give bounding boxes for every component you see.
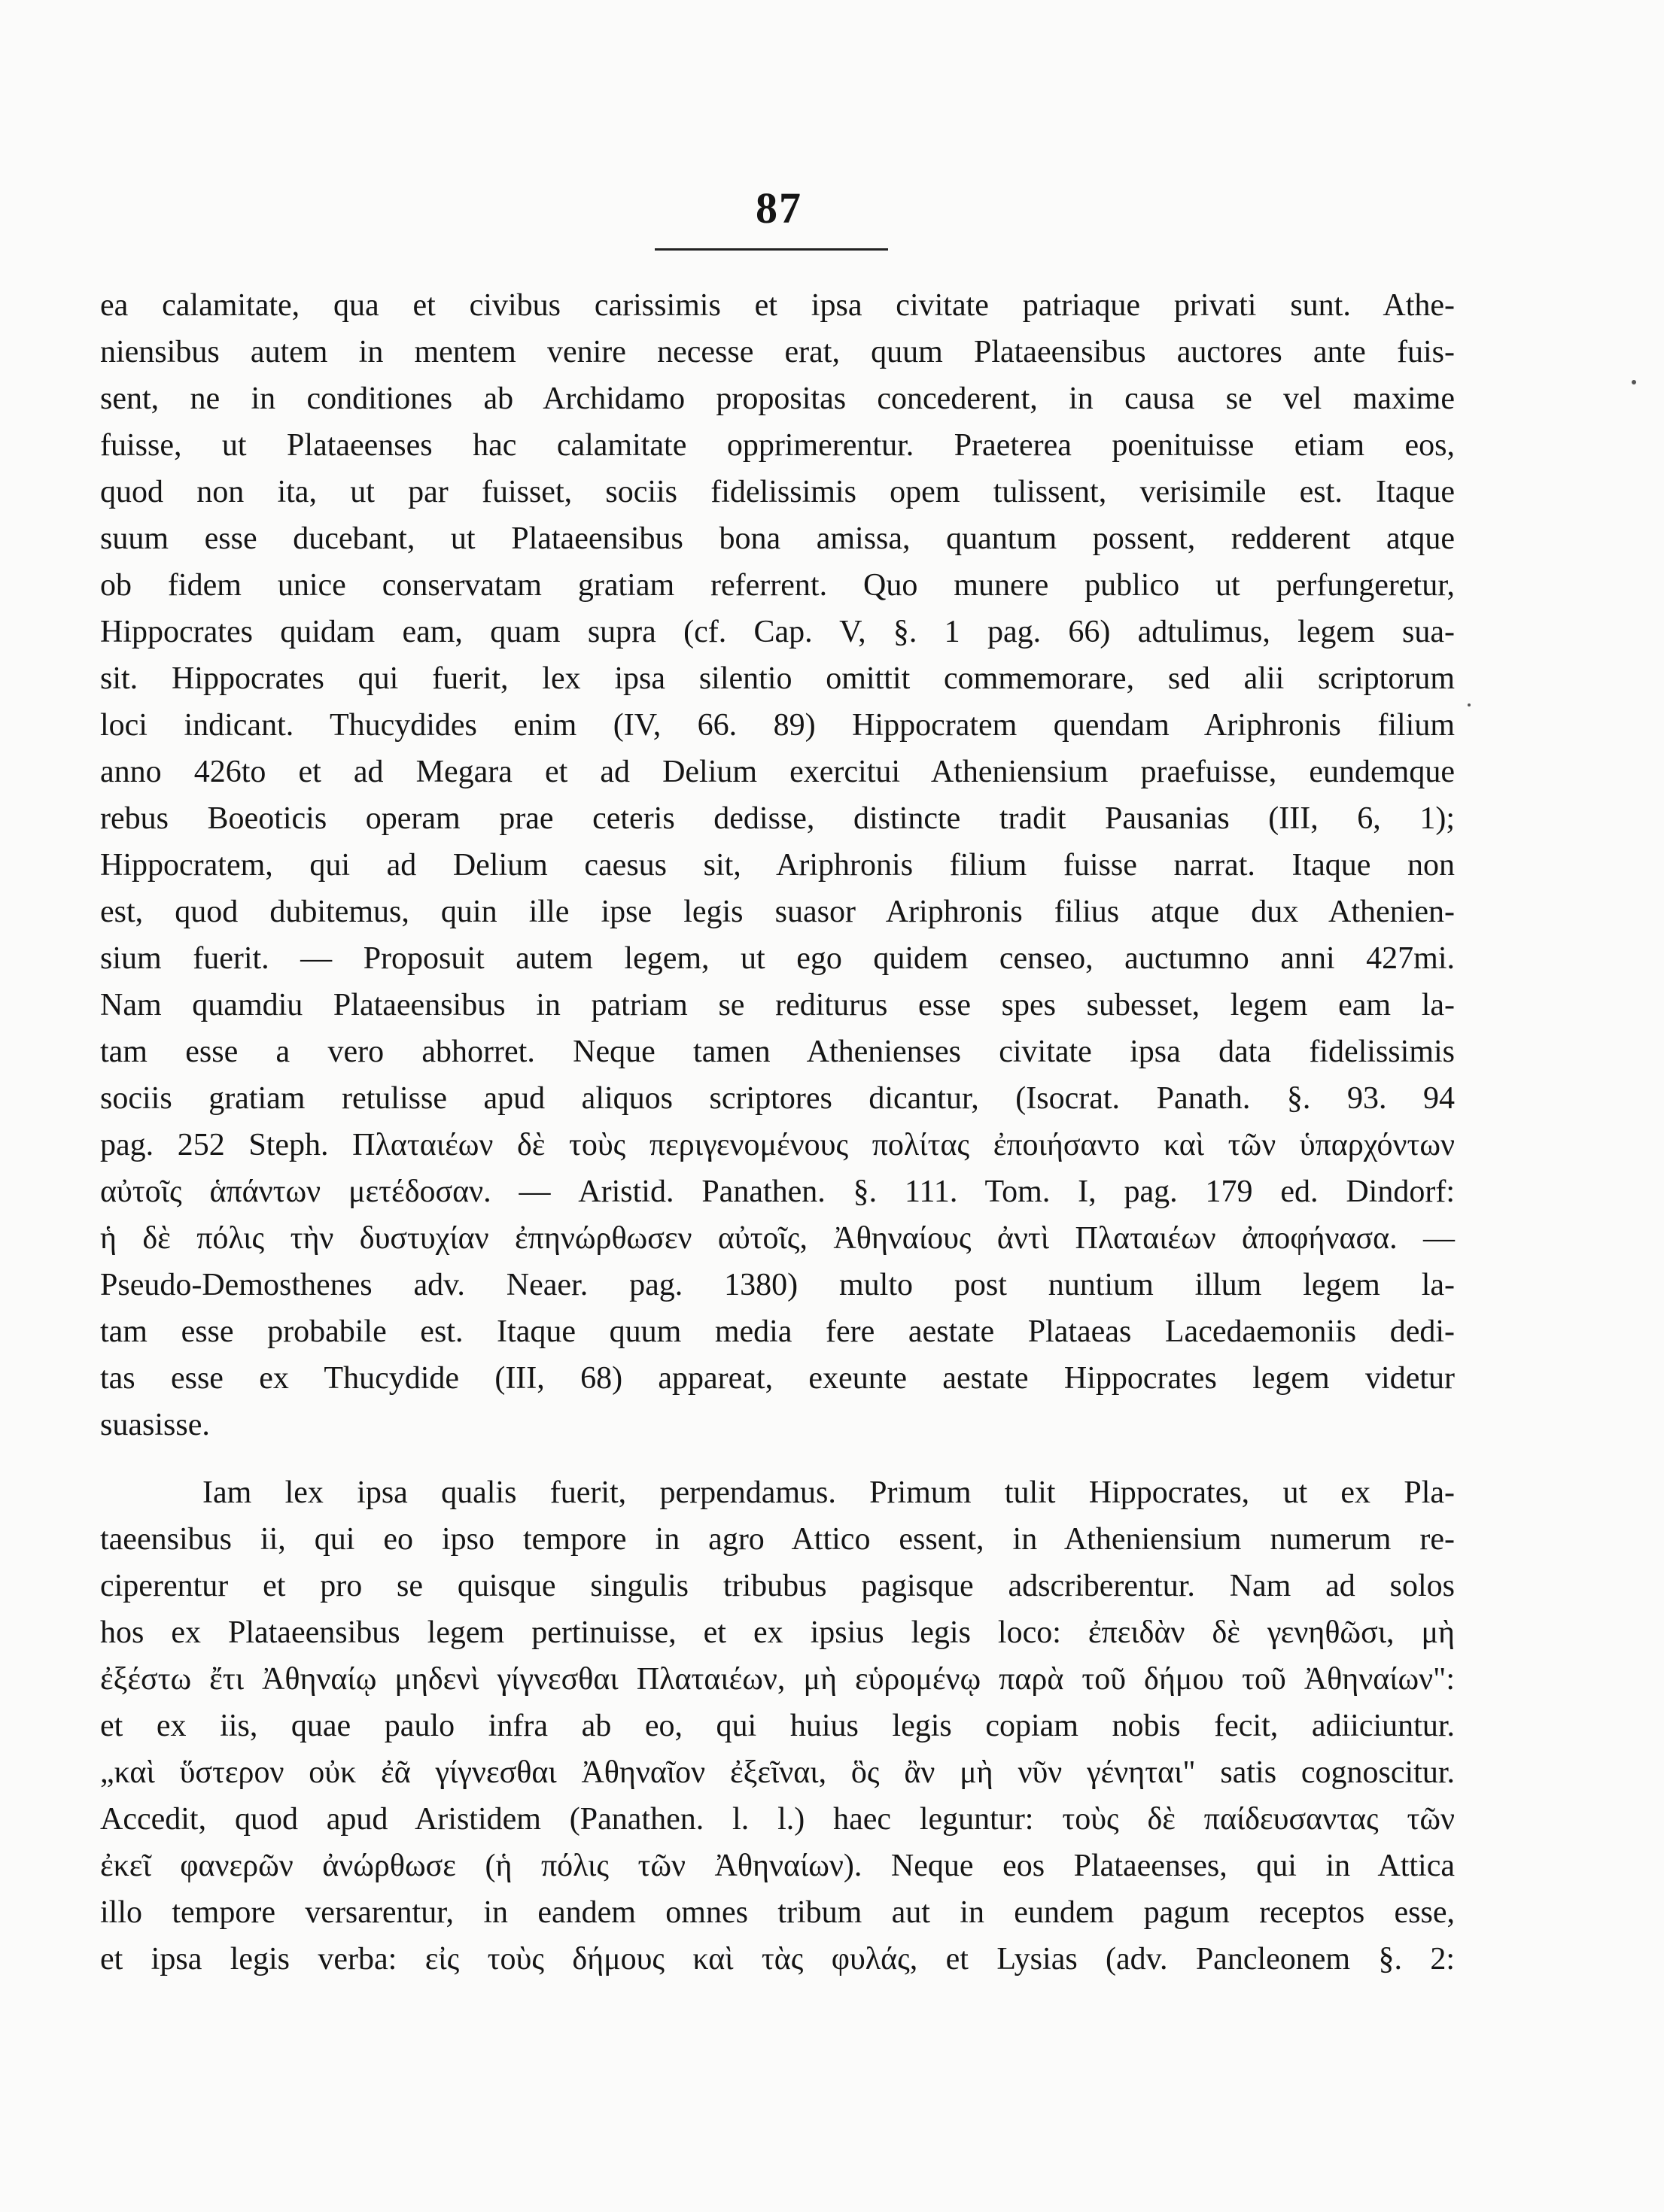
text-line: ea calamitate, qua et civibus carissimis et ipsa civitate patriaque privati sunt. Athe- <box>100 288 1455 323</box>
text-block <box>100 282 1455 1983</box>
paragraph-gap <box>100 1448 1455 1469</box>
paper-speck <box>1632 380 1636 384</box>
text-line: pag. 252 Steph. Πλαταιέων δὲ τοὺς περιγενομένους πολίτας ἐποιήσαντο καὶ τῶν ὑπαρχόντων <box>100 1128 1455 1162</box>
text-line: „καὶ ὕστερον οὐκ ἐᾶ γίγνεσθαι Ἀθηναῖον ἐξεῖναι, ὃς ἂν μὴ νῦν γένηται" satis cognoscitur. <box>100 1755 1455 1790</box>
text-line: illo tempore versarentur, in eandem omnes tribum aut in eundem pagum receptos esse, <box>100 1895 1455 1930</box>
text-line: et ex iis, quae paulo infra ab eo, qui huius legis copiam nobis fecit, adiiciuntur. <box>100 1709 1455 1743</box>
text-line: ἐκεῖ φανερῶν ἀνώρθωσε (ἡ πόλις τῶν Ἀθηναίων). Neque eos Plataeenses, qui in Attica <box>100 1849 1455 1883</box>
paragraph-1 <box>100 282 1455 1448</box>
text-line: ἐξέστω ἔτι Ἀθηναίῳ μηδενὶ γίγνεσθαι Πλαταιέων, μὴ εὑρομένῳ παρὰ τοῦ δήμου τοῦ Ἀθηναίων": <box>100 1662 1455 1697</box>
text-line: taeensibus ii, qui eo ipso tempore in agro Attico essent, in Atheniensium numerum re- <box>100 1522 1455 1557</box>
text-line: tam esse a vero abhorret. Neque tamen Athenienses civitate ipsa data fidelissimis <box>100 1035 1455 1069</box>
text-line: sit. Hippocrates qui fuerit, lex ipsa silentio omittit commemorare, sed alii scriptorum <box>100 661 1455 696</box>
text-line: ciperentur et pro se quisque singulis tribubus pagisque adscriberentur. Nam ad solos <box>100 1569 1455 1603</box>
text-line: est, quod dubitemus, quin ille ipse legis suasor Ariphronis filius atque dux Athenien- <box>100 895 1455 929</box>
page-number: 87 <box>756 184 802 232</box>
paper-speck <box>1468 703 1471 706</box>
text-line: ob fidem unice conservatam gratiam referrent. Quo munere publico ut perfungeretur, <box>100 568 1455 603</box>
text-line: quod non ita, ut par fuisset, sociis fidelissimis opem tulissent, verisimile est. Itaque <box>100 475 1455 509</box>
text-line: Iam lex ipsa qualis fuerit, perpendamus. Primum tulit Hippocrates, ut ex Pla- <box>202 1475 1455 1510</box>
text-line: niensibus autem in mentem venire necesse erat, quum Plataeensibus auctores ante fuis- <box>100 335 1455 369</box>
text-line: Hippocratem, qui ad Delium caesus sit, Ariphronis filium fuisse narrat. Itaque non <box>100 848 1455 883</box>
text-line: sium fuerit. — Proposuit autem legem, ut ego quidem censeo, auctumno anni 427mi. <box>100 941 1455 976</box>
text-line: hos ex Plataeensibus legem pertinuisse, et ex ipsius legis loco: ἐπειδὰν δὲ γενηθῶσι, μὴ <box>100 1615 1455 1650</box>
text-line: ἡ δὲ πόλις τὴν δυστυχίαν ἐπηνώρθωσεν αὐτοῖς, Ἀθηναίους ἀντὶ Πλαταιέων ἀποφήνασα. — <box>100 1221 1455 1256</box>
text-line: loci indicant. Thucydides enim (IV, 66. 89) Hippocratem quendam Ariphronis filium <box>100 708 1455 743</box>
text-line: rebus Boeoticis operam prae ceteris dedisse, distincte tradit Pausanias (III, 6, 1); <box>100 801 1455 836</box>
text-line: tam esse probabile est. Itaque quum media fere aestate Plataeas Lacedaemoniis dedi- <box>100 1314 1455 1349</box>
paragraph-2 <box>100 1469 1455 1983</box>
page-number-rule <box>655 248 888 251</box>
text-line: et ipsa legis verba: εἰς τοὺς δήμους καὶ τὰς φυλάς, et Lysias (adv. Pancleonem §. 2: <box>100 1942 1455 1977</box>
text-line: Hippocrates quidam eam, quam supra (cf. Cap. V, §. 1 pag. 66) adtulimus, legem sua- <box>100 615 1455 649</box>
text-line: fuisse, ut Plataeenses hac calamitate opprimerentur. Praeterea poenituisse etiam eos, <box>100 428 1455 463</box>
text-line: Nam quamdiu Plataeensibus in patriam se rediturus esse spes subesset, legem eam la- <box>100 988 1455 1022</box>
text-line: Accedit, quod apud Aristidem (Panathen. l. l.) haec leguntur: τοὺς δὲ παίδευσαντας τῶν <box>100 1802 1455 1837</box>
text-line: anno 426to et ad Megara et ad Delium exercitui Atheniensium praefuisse, eundemque <box>100 755 1455 789</box>
text-line: αὐτοῖς ἁπάντων μετέδοσαν. — Aristid. Panathen. §. 111. Tom. I, pag. 179 ed. Dindorf: <box>100 1174 1455 1209</box>
text-line: suasisse. <box>100 1408 210 1442</box>
text-line: Pseudo-Demosthenes adv. Neaer. pag. 1380) multo post nuntium illum legem la- <box>100 1268 1455 1302</box>
text-line: sociis gratiam retulisse apud aliquos scriptores dicantur, (Isocrat. Panath. §. 93. 94 <box>100 1081 1455 1116</box>
text-line: tas esse ex Thucydide (III, 68) appareat, exeunte aestate Hippocrates legem videtur <box>100 1361 1455 1396</box>
text-line: sent, ne in conditiones ab Archidamo propositas concederent, in causa se vel maxime <box>100 381 1455 416</box>
text-line: suum esse ducebant, ut Plataeensibus bona amissa, quantum possent, redderent atque <box>100 521 1455 556</box>
